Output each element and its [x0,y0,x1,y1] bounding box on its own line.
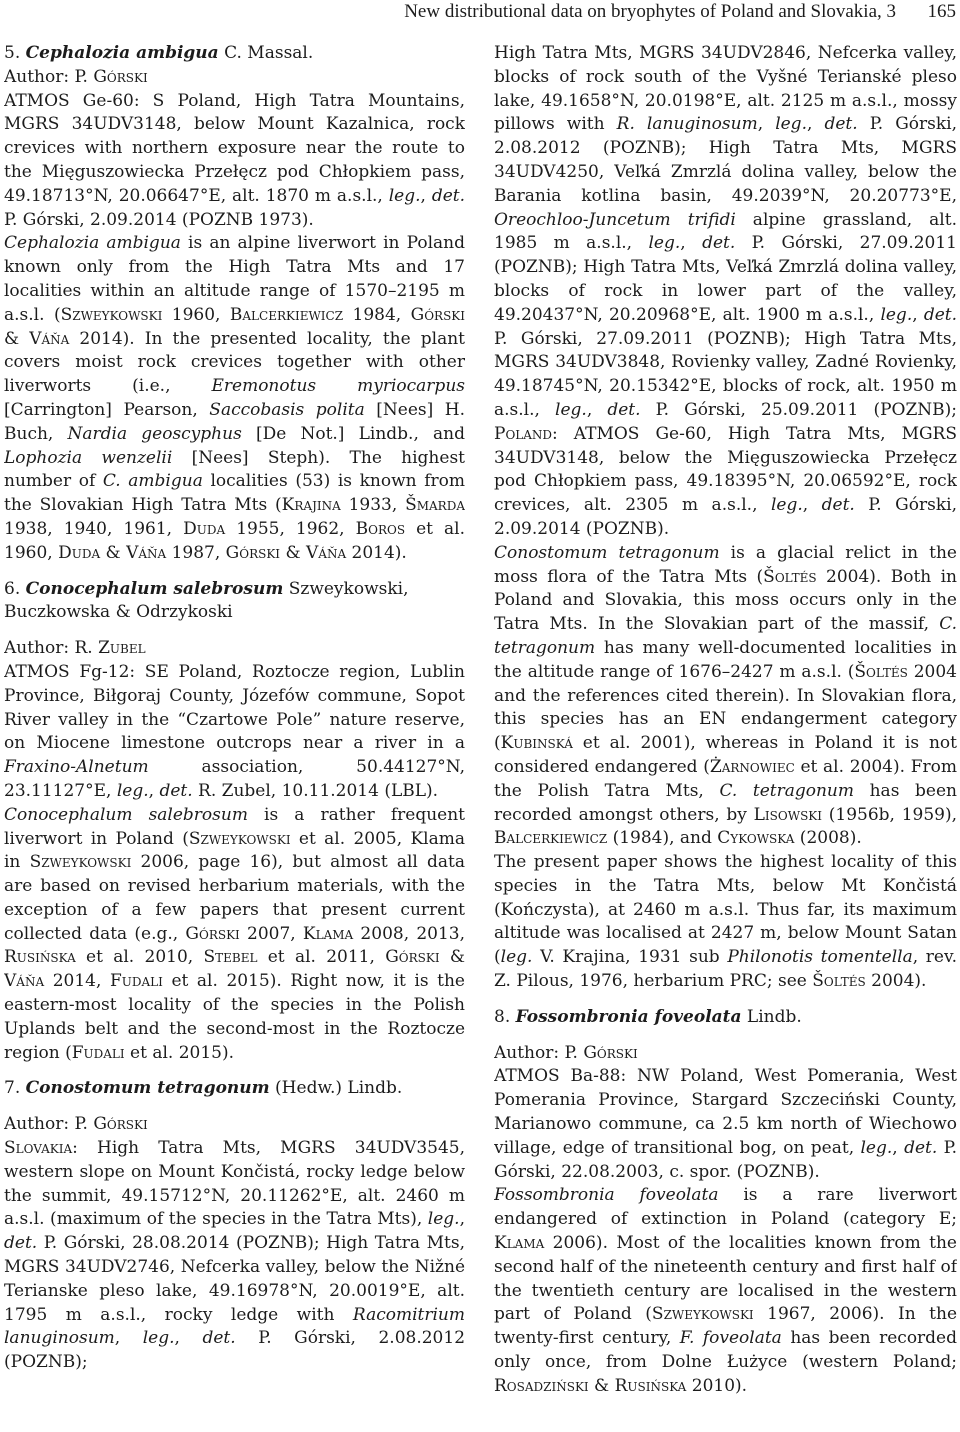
page-number: 165 [927,1,956,22]
paragraph-gap [4,566,465,578]
paragraph-gap [4,1065,465,1077]
paragraph: ATMOS Fg-12: SE Poland, Roztocze region, Lublin Province, Biłgoraj County, Józefów commune, Sopot River valley in the “Czartowe Pole” nature reserve, on Miocene limestone outcrops near a river in a Fraxino-Alnetum association, 50.44127°N, 23.11127°E, leg., det. R. Zubel, 10.11.2014 (LBL). [4,661,465,801]
paragraph-gap [494,1030,957,1042]
paragraph-gap [494,994,957,1006]
paragraph: Cephalozia ambigua is an alpine liverwort in Poland known only from the High Tatra Mts and 17 localities within an altitude range of 1570–2195 m a.s.l. (Szweykowski 1960, Balcerkiewicz 1984, Górski & Váňa 2014). In the presented locality, the plant covers moist rock crevices together with other liverworts (i.e., Eremonotus myriocarpus [Carrington] Pearson, Saccobasis polita [Nees] H. Buch, Nardia geoscyphus [De Not.] Lindb., and Lophozia wenzelii [Nees] Steph). The highest number of C. ambigua localities (53) is known from the Slovakian High Tatra Mts (Krajina 1933, Šmarda 1938, 1940, 1961, Duda 1955, 1962, Boros et al. 1960, Duda & Váňa 1987, Górski & Váňa 2014). [4,233,465,563]
running-title: New distributional data on bryophytes of Poland and Slovakia, 3 [404,1,896,22]
paragraph: ATMOS Ba-88: NW Poland, West Pomerania, West Pomerania Province, Stargard Szczeciński County, Marianowo commune, ca 2.5 km north of Wiechowo village, edge of transitional bog, on peat, leg., det. P. Górski, 22.08.2003, c. spor. (POZNB). [494,1066,957,1182]
paragraph: High Tatra Mts, MGRS 34UDV2846, Nefcerka valley, blocks of rock south of the Vyšné Terianské pleso lake, 49.1658°N, 20.0198°E, alt. 2125 m a.s.l., mossy pillows with R. lanuginosum, leg., det. P. Górski, 2.08.2012 (POZNB); High Tatra Mts, MGRS 34UDV4250, Veľká Zmrzlá dolina valley, below the Barania kotlina basin, 49.2039°N, 20.20773°E, Oreochloo-Juncetum trifidi alpine grassland, alt. 1985 m a.s.l., leg., det. P. Górski, 27.09.2011 (POZNB); High Tatra Mts, Veľká Zmrzlá dolina valley, blocks of rock in lower part of the valley, 49.20437°N, 20.20968°E, alt. 1900 m a.s.l., leg., det. P. Górski, 27.09.2011 (POZNB); High Tatra Mts, MGRS 34UDV3848, Rovienky valley, Zadné Rovienky, 49.18745°N, 20.15342°E, blocks of rock, alt. 1950 m a.s.l., leg., det. P. Górski, 25.09.2011 (POZNB); Poland: ATMOS Ge-60, High Tatra Mts, MGRS 34UDV3148, below the Mięguszowiecka Przełęcz pod Chłopkiem pass, 49.18395°N, 20.06592°E, rock crevices, alt. 2305 m a.s.l., leg., det. P. Górski, 2.09.2014 (POZNB). [494,43,957,539]
paragraph: ATMOS Ge-60: S Poland, High Tatra Mountains, MGRS 34UDV3148, below Mount Kazalnica, rock crevices with northern exposure near the route to the Mięguszowiecka Przełęcz pod Chłopkiem pass, 49.18713°N, 20.06647°E, alt. 1870 m a.s.l., leg., det. P. Górski, 2.09.2014 (POZNB 1973). [4,90,465,230]
right-column [494,42,957,1428]
paragraph-gap [4,1101,465,1113]
paragraph: Author: P. Górski [4,66,148,87]
paragraph-gap [4,625,465,637]
species-heading: 8. Fossombronia foveolata Lindb. [494,1006,802,1027]
species-heading: 6. Conocephalum salebrosum Szweykowski, Buczkowska & Odrzykoski [4,578,409,623]
paragraph: Slovakia: High Tatra Mts, MGRS 34UDV3545, western slope on Mount Končistá, rocky ledge below the summit, 49.15712°N, 20.11262°E, alt. 2460 m a.s.l. (maximum of the species in the Tatra Mts), leg., det. P. Górski, 28.08.2014 (POZNB); High Tatra Mts, MGRS 34UDV2746, Nefcerka valley, below the Nižné Terianske pleso lake, 49.16978°N, 20.0019°E, alt. 1795 m a.s.l., rocky ledge with Racomitrium lanuginosum, leg., det. P. Górski, 2.08.2012 (POZNB); [4,1138,465,1373]
paragraph: Author: R. Zubel [4,638,146,659]
paragraph: The present paper shows the highest locality of this species in the Tatra Mts, below Mt Končistá (Kończysta), at 2460 m a.s.l. Thus far, its maximum altitude was localised at 2427 m, below Mount Satan (leg. V. Krajina, 1931 sub Philonotis tomentella, rev. Z. Pilous, 1976, herbarium PRC; see Šoltés 2004). [494,852,957,992]
species-heading: 5. Cephalozia ambigua C. Massal. [4,43,314,63]
paragraph: Fossombronia foveolata is a rare liverwort endangered of extinction in Poland (category E; Klama 2006). Most of the localities known from the second half of the nineteenth century and first half of the twentieth century are localised in the western part of Poland (Szweykowski 1967, 2006). In the twenty-first century, F. foveolata has been recorded only once, from Dolne Łużyce (western Poland; Rosadziński & Rusińska 2010). [494,1185,957,1396]
paragraph: Author: P. Górski [494,1042,638,1063]
species-heading: 7. Conostomum tetragonum (Hedw.) Lindb. [4,1078,403,1099]
paragraph: Author: P. Górski [4,1114,148,1135]
left-column [4,42,465,1428]
paragraph: Conostomum tetragonum is a glacial relict in the moss flora of the Tatra Mts (Šoltés 2004). Both in Poland and Slovakia, this moss occurs only in the Tatra Mts. In the Slovakian part of the massif, C. tetragonum has many well-documented localities in the altitude range of 1676–2427 m a.s.l. (Šoltés 2004 and the references cited therein). In Slovakian flora, this species has an EN endangerment category (Kubinská et al. 2001), whereas in Poland it is not considered endangered (Żarnowiec et al. 2004). From the Polish Tatra Mts, C. tetragonum has been recorded amongst others, by Lisowski (1956b, 1959), Balcerkiewicz (1984), and Cykowska (2008). [494,542,957,849]
paragraph: Conocephalum salebrosum is a rather frequent liverwort in Poland (Szweykowski et al. 2005, Klama in Szweykowski 2006, page 16), but almost all data are based on revised herbarium materials, with the exception of a few papers that present current collected data (e.g., Górski 2007, Klama 2008, 2013, Rusińska et al. 2010, Stebel et al. 2011, Górski & Váňa 2014, Fudali et al. 2015). Right now, it is the eastern-most locality of the species in the Polish Uplands belt and the second-most in the Roztocze region (Fudali et al. 2015). [4,804,465,1063]
page-header [0,0,960,36]
